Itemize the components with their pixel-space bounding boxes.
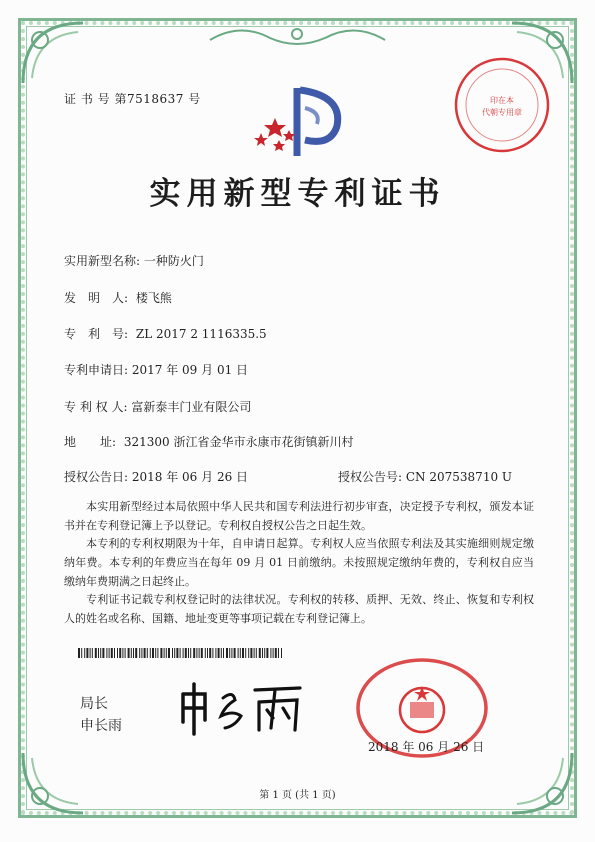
field-utility-model-name xyxy=(64,252,204,269)
barcode-bar xyxy=(221,648,222,658)
barcode-bar xyxy=(270,648,271,658)
barcode-bar xyxy=(166,648,167,658)
field-patentee xyxy=(64,398,251,415)
barcode-bar xyxy=(100,648,101,658)
barcode-bar xyxy=(144,648,146,658)
field-value: 富新泰丰门业有限公司 xyxy=(131,400,252,414)
barcode-bar xyxy=(254,648,255,658)
barcode-bar xyxy=(231,648,232,658)
signer-title: 局长 xyxy=(80,696,108,712)
barcode-bar xyxy=(135,648,137,658)
barcode-bar xyxy=(218,648,220,658)
barcode-bar xyxy=(266,648,268,658)
barcode-bar xyxy=(201,648,203,658)
barcode-bar xyxy=(183,648,184,658)
field-label: 专 利 号: xyxy=(64,327,129,341)
barcode-bar xyxy=(238,648,239,658)
barcode-bar xyxy=(275,648,277,658)
barcode-bar xyxy=(152,648,154,658)
field-label: 实用新型名称: xyxy=(64,254,141,268)
field-label: 授权公告号: xyxy=(338,470,403,484)
barcode-bar xyxy=(109,648,110,658)
corner-ornament-bottom-left xyxy=(18,748,88,818)
field-label: 授权公告日: xyxy=(64,470,129,484)
barcode-bar xyxy=(259,648,261,658)
barcode-bar xyxy=(147,648,148,658)
barcode xyxy=(78,648,283,658)
barcode-bar xyxy=(111,648,113,658)
barcode-bar xyxy=(196,648,197,658)
barcode-bar xyxy=(78,648,80,658)
field-label: 地 址: xyxy=(64,435,117,449)
barcode-bar xyxy=(209,648,211,658)
field-label: 专 利 权 人: xyxy=(64,400,128,414)
barcode-bar xyxy=(174,648,175,658)
top-ornament xyxy=(200,20,395,50)
barcode-bar xyxy=(281,648,282,658)
barcode-bar xyxy=(176,648,178,658)
certificate-title: 实用新型专利证书 xyxy=(149,176,446,212)
barcode-bar xyxy=(84,648,85,658)
barcode-bar xyxy=(199,648,200,658)
barcode-bar xyxy=(207,648,208,658)
barcode-bar xyxy=(81,648,82,658)
barcode-bar xyxy=(172,648,173,658)
paragraph-term: 本专利的专利权期限为十年，自申请日起算。专利权人应当依照专利法及其实施细则规定缴纳年费。本专利的年费应当在每年 09 月 01 日前缴纳。未按照规定缴纳年费的，专利权自应当缴纳年费期满之日起终止。 xyxy=(64,537,534,588)
signer-name: 申长雨 xyxy=(80,718,122,734)
certificate-number: 证 书 号 第7518637 号 xyxy=(64,92,201,106)
barcode-bar xyxy=(150,648,151,658)
agency-seal-line-1: 印在本 xyxy=(490,96,514,105)
barcode-bar xyxy=(164,648,165,658)
barcode-bar xyxy=(273,648,274,658)
paragraph-grant: 本实用新型经过本局依照中华人民共和国专利法进行初步审查，决定授予专利权，颁发本证书并在专利登记簿上予以登记。专利权自授权公告之日起生效。 xyxy=(64,500,534,532)
barcode-bar xyxy=(95,648,97,658)
barcode-bar xyxy=(122,648,123,658)
barcode-bar xyxy=(157,648,158,658)
field-label: 发 明 人: xyxy=(64,291,129,305)
paragraph-legal-status: 专利证书记载专利权登记时的法律状况。专利权的转移、质押、无效、终止、恢复和专利权人的姓名或名称、国籍、地址变更等事项记载在专利登记簿上。 xyxy=(64,593,534,625)
barcode-bar xyxy=(141,648,142,658)
barcode-bar xyxy=(125,648,126,658)
field-announcement-date xyxy=(64,468,248,485)
page-indicator: 第 1 页 (共 1 页) xyxy=(259,790,336,801)
barcode-bar xyxy=(90,648,91,658)
barcode-bar xyxy=(139,648,140,658)
barcode-bar xyxy=(256,648,257,658)
barcode-bar xyxy=(264,648,265,658)
barcode-bar xyxy=(168,648,170,658)
barcode-bar xyxy=(278,648,279,658)
barcode-bar xyxy=(242,648,244,658)
barcode-bar xyxy=(250,648,252,658)
field-patent-number xyxy=(64,325,267,342)
field-value: 一种防火门 xyxy=(143,254,204,268)
field-inventor xyxy=(64,289,172,306)
corner-ornament-top-left xyxy=(18,18,88,88)
field-value: 2017 年 09 月 01 日 xyxy=(131,363,249,377)
agency-seal xyxy=(452,55,552,155)
barcode-bar xyxy=(240,648,241,658)
barcode-bar xyxy=(133,648,134,658)
barcode-bar xyxy=(102,648,104,658)
barcode-bar xyxy=(215,648,216,658)
barcode-bar xyxy=(131,648,132,658)
field-value: 楼飞熊 xyxy=(135,291,172,305)
barcode-bar xyxy=(234,648,236,658)
agency-seal-line-2: 代朝专用章 xyxy=(482,108,522,117)
field-application-date xyxy=(64,361,248,378)
field-value: CN 207538710 U xyxy=(405,470,513,484)
barcode-bar xyxy=(223,648,224,658)
patent-office-logo-icon xyxy=(245,78,355,168)
field-value: 2018 年 06 月 26 日 xyxy=(131,470,249,484)
barcode-bar xyxy=(180,648,181,658)
barcode-bar xyxy=(212,648,213,658)
barcode-bar xyxy=(155,648,156,658)
corner-ornament-bottom-right xyxy=(507,748,577,818)
barcode-bar xyxy=(160,648,162,658)
barcode-bar xyxy=(128,648,130,658)
seal-date: 2018 年 06 月 26 日 xyxy=(368,740,485,754)
barcode-bar xyxy=(226,648,228,658)
barcode-bar xyxy=(86,648,88,658)
barcode-bar xyxy=(185,648,187,658)
barcode-bar xyxy=(262,648,263,658)
barcode-bar xyxy=(248,648,249,658)
handwritten-signature xyxy=(175,676,310,736)
field-value: ZL 2017 2 1116335.5 xyxy=(135,327,267,341)
barcode-bar xyxy=(106,648,107,658)
barcode-bar xyxy=(119,648,121,658)
barcode-bar xyxy=(205,648,206,658)
barcode-bar xyxy=(190,648,191,658)
field-address xyxy=(64,433,354,450)
barcode-bar xyxy=(245,648,246,658)
field-value: 321300 浙江省金华市永康市花街镇新川村 xyxy=(123,435,354,449)
barcode-bar xyxy=(188,648,189,658)
barcode-bar xyxy=(92,648,93,658)
barcode-bar xyxy=(117,648,118,658)
field-announcement-number xyxy=(338,468,512,485)
field-label: 专利申请日: xyxy=(64,363,129,377)
barcode-bar xyxy=(193,648,195,658)
barcode-bar xyxy=(229,648,230,658)
barcode-bar xyxy=(114,648,115,658)
barcode-bar xyxy=(98,648,99,658)
